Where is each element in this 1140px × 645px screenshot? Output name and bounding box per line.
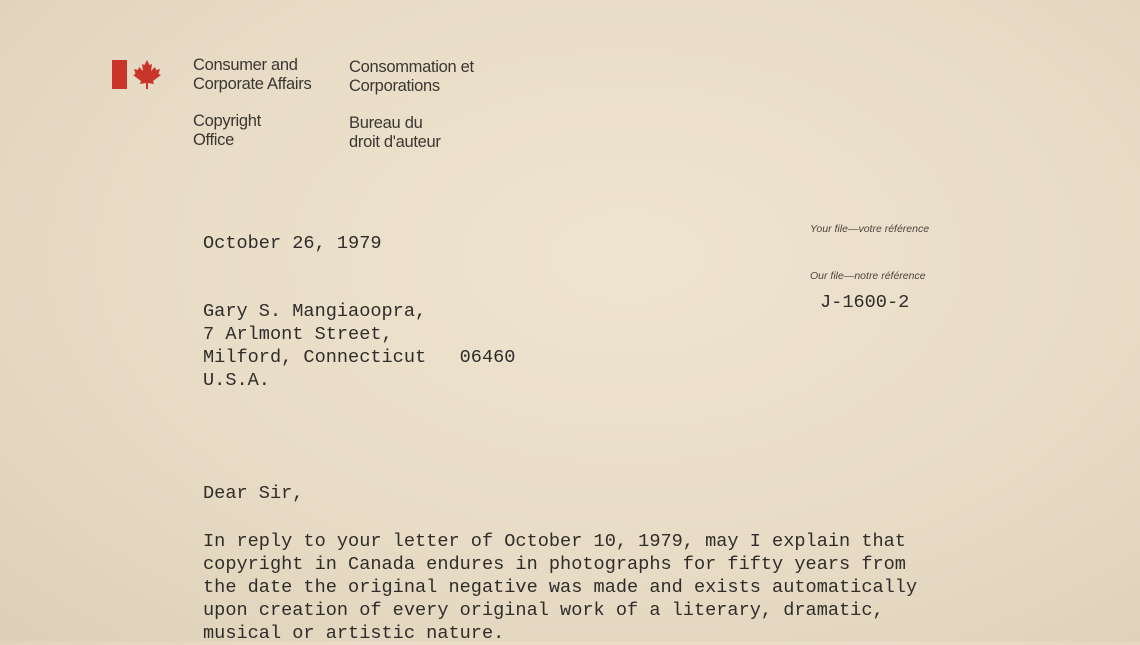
body-line: copyright in Canada endures in photographs for fifty years from — [203, 554, 906, 575]
office-fr-line: droit d'auteur — [349, 133, 441, 151]
office-en-line: Copyright — [193, 112, 261, 130]
office-en-line: Office — [193, 131, 234, 149]
body-line: upon creation of every original work of a literary, dramatic, — [203, 600, 884, 621]
letter-body — [203, 530, 917, 645]
dept-en-line: Corporate Affairs — [193, 75, 312, 93]
office-fr-line: Bureau du — [349, 114, 423, 132]
office-fr — [349, 114, 441, 152]
recipient-address — [203, 300, 515, 392]
body-line: In reply to your letter of October 10, 1979, may I explain that — [203, 531, 906, 552]
office-en — [193, 112, 261, 150]
address-line: 7 Arlmont Street, — [203, 324, 393, 345]
salutation: Dear Sir, — [203, 483, 304, 504]
department-fr — [349, 58, 474, 96]
canada-flag-bar — [112, 60, 127, 89]
body-line: musical or artistic nature. — [203, 623, 505, 644]
address-line: U.S.A. — [203, 370, 270, 391]
department-en — [193, 56, 311, 94]
dept-fr-line: Corporations — [349, 77, 440, 95]
dept-fr-line: Consommation et — [349, 58, 474, 76]
our-file-value: J-1600-2 — [820, 292, 910, 313]
letter-date: October 26, 1979 — [203, 233, 382, 254]
our-file-label: Our file—notre référence — [810, 270, 926, 282]
body-line: the date the original negative was made and exists automatically — [203, 577, 918, 598]
address-line: Gary S. Mangiaoopra, — [203, 301, 427, 322]
dept-en-line: Consumer and — [193, 56, 298, 74]
address-line: Milford, Connecticut 06460 — [203, 347, 516, 368]
maple-leaf-icon — [131, 58, 163, 90]
your-file-label: Your file—votre référence — [810, 223, 930, 235]
